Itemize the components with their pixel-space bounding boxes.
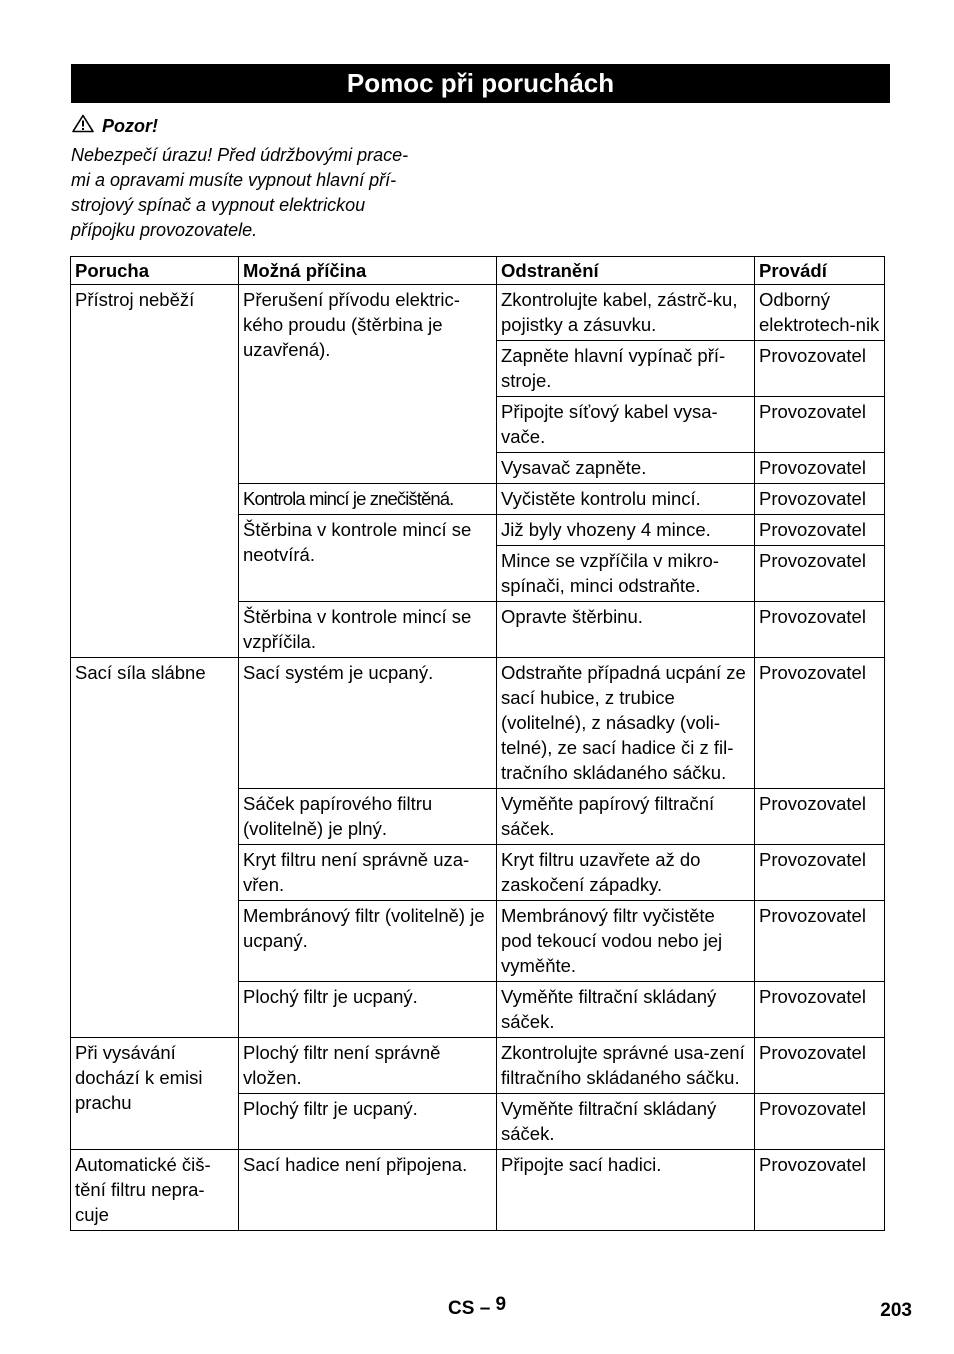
performed-by-cell: Provozovatel: [755, 602, 885, 658]
performed-by-cell: Provozovatel: [755, 1038, 885, 1094]
cause-cell: Přerušení přívodu elektric-kého proudu (štěrbina je uzavřená).: [239, 285, 497, 484]
remedy-cell: Zkontrolujte kabel, zástrč-ku, pojistky a zásuvku.: [497, 285, 755, 341]
remedy-cell: Vyměňte filtrační skládaný sáček.: [497, 982, 755, 1038]
performed-by-cell: Provozovatel: [755, 982, 885, 1038]
footer-dash: –: [479, 1298, 491, 1319]
remedy-cell: Mince se vzpříčila v mikro-spínači, minci odstraňte.: [497, 546, 755, 602]
table-row: [71, 1150, 885, 1231]
cause-cell: Kryt filtru není správně uza-vřen.: [239, 845, 497, 901]
warning-label: Pozor!: [102, 115, 158, 136]
cause-cell: Membránový filtr (volitelně) je ucpaný.: [239, 901, 497, 982]
remedy-cell: Vysavač zapněte.: [497, 453, 755, 484]
remedy-cell: Membránový filtr vyčistěte pod tekoucí vodou nebo jej vyměňte.: [497, 901, 755, 982]
column-header-remedy: Odstranění: [497, 257, 755, 285]
column-header-cause: Možná příčina: [239, 257, 497, 285]
table-row: [71, 1038, 885, 1094]
cause-cell: Štěrbina v kontrole mincí se vzpříčila.: [239, 602, 497, 658]
footer-language: CS: [448, 1298, 475, 1319]
performed-by-cell: Provozovatel: [755, 845, 885, 901]
cause-cell: Plochý filtr je ucpaný.: [239, 1094, 497, 1150]
remedy-cell: Již byly vhozeny 4 mince.: [497, 515, 755, 546]
remedy-cell: Zkontrolujte správné usa-zení filtračního skládaného sáčku.: [497, 1038, 755, 1094]
warning-triangle-icon: [72, 114, 102, 138]
remedy-cell: Připojte síťový kabel vysa-vače.: [497, 397, 755, 453]
remedy-cell: Vyměňte papírový filtrační sáček.: [497, 789, 755, 845]
performed-by-cell: Provozovatel: [755, 484, 885, 515]
remedy-cell: Vyčistěte kontrolu mincí.: [497, 484, 755, 515]
performed-by-cell: Provozovatel: [755, 1150, 885, 1231]
cause-cell: Sací hadice není připojena.: [239, 1150, 497, 1231]
footer-section-page: 9: [495, 1294, 507, 1315]
troubleshooting-table: [70, 256, 885, 1231]
performed-by-cell: Provozovatel: [755, 546, 885, 602]
column-header-fault: Porucha: [71, 257, 239, 285]
performed-by-cell: Provozovatel: [755, 397, 885, 453]
remedy-cell: Vyměňte filtrační skládaný sáček.: [497, 1094, 755, 1150]
column-header-performed-by: Provádí: [755, 257, 885, 285]
warning-line: přípojku provozovatele.: [71, 220, 258, 240]
performed-by-cell: Provozovatel: [755, 341, 885, 397]
page-title: Pomoc při poruchách: [71, 64, 890, 103]
fault-cell: Přístroj neběží: [71, 285, 239, 658]
remedy-cell: Opravte štěrbinu.: [497, 602, 755, 658]
cause-cell: Plochý filtr není správně vložen.: [239, 1038, 497, 1094]
cause-cell: Sací systém je ucpaný.: [239, 658, 497, 789]
warning-line: strojový spínač a vypnout elektrickou: [71, 195, 366, 215]
performed-by-cell: Provozovatel: [755, 515, 885, 546]
remedy-cell: Připojte sací hadici.: [497, 1150, 755, 1231]
remedy-cell: Kryt filtru uzavřete až do zaskočení západky.: [497, 845, 755, 901]
performed-by-cell: Provozovatel: [755, 901, 885, 982]
table-row: [71, 658, 885, 789]
cause-cell: Plochý filtr je ucpaný.: [239, 982, 497, 1038]
performed-by-cell: Provozovatel: [755, 789, 885, 845]
warning-text: [71, 143, 471, 243]
performed-by-cell: Provozovatel: [755, 453, 885, 484]
fault-cell: Sací síla slábne: [71, 658, 239, 1038]
warning-line: mi a opravami musíte vypnout hlavní pří-: [71, 170, 397, 190]
cause-cell: Kontrola mincí je znečištěná.: [239, 484, 497, 515]
performed-by-cell: Provozovatel: [755, 1094, 885, 1150]
table-header-row: [71, 257, 885, 285]
cause-cell: Štěrbina v kontrole mincí se neotvírá.: [239, 515, 497, 602]
fault-cell: Automatické čiš-tění filtru nepra-cuje: [71, 1150, 239, 1231]
footer-language-page: [448, 1294, 507, 1320]
remedy-cell: Odstraňte případná ucpání ze sací hubice, z trubice (volitelné), z násadky (voli-telné), ze sací hadice či z fil-tračního skládaného sáčku.: [497, 658, 755, 789]
performed-by-cell: Odborný elektrotech-nik: [755, 285, 885, 341]
warning-heading: [72, 114, 158, 138]
performed-by-cell: Provozovatel: [755, 658, 885, 789]
fault-cell: Při vysávání dochází k emisi prachu: [71, 1038, 239, 1150]
remedy-cell: Zapněte hlavní vypínač pří-stroje.: [497, 341, 755, 397]
cause-cell: Sáček papírového filtru (volitelně) je plný.: [239, 789, 497, 845]
table-row: [71, 285, 885, 341]
warning-line: Nebezpečí úrazu! Před údržbovými prace-: [71, 145, 409, 165]
page-number: 203: [880, 1300, 912, 1321]
